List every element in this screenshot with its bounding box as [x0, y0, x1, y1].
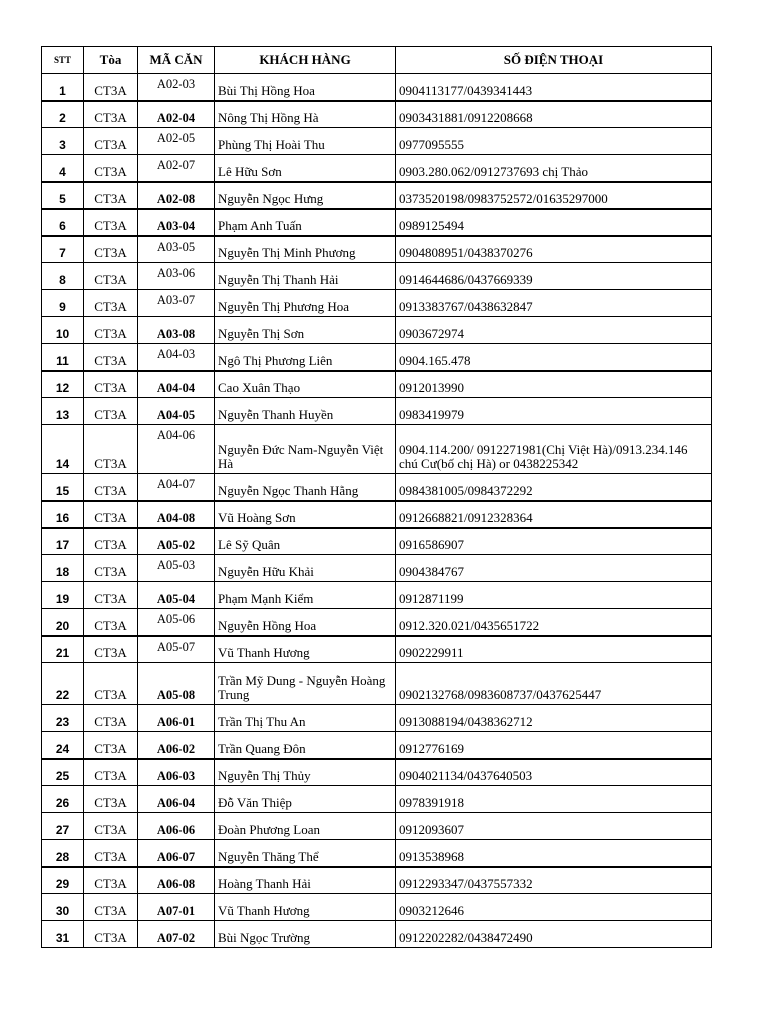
khach-hang-cell: Vũ Hoàng Sơn [215, 501, 396, 528]
so-dien-thoai-cell: 0978391918 [396, 786, 712, 813]
header-stt: STT [42, 47, 84, 74]
so-dien-thoai-cell: 0903212646 [396, 894, 712, 921]
table-row [42, 209, 712, 236]
khach-hang-cell: Cao Xuân Thạo [215, 371, 396, 398]
header-so-dien-thoai: SỐ ĐIỆN THOẠI [396, 47, 712, 74]
ma-can-cell: A06-02 [138, 732, 215, 759]
toa-cell: CT3A [84, 263, 138, 290]
stt-cell: 26 [42, 786, 84, 813]
toa-cell: CT3A [84, 501, 138, 528]
toa-cell: CT3A [84, 101, 138, 128]
ma-can-cell: A05-04 [138, 582, 215, 609]
table-row [42, 236, 712, 263]
khach-hang-cell: Nguyễn Hồng Hoa [215, 609, 396, 636]
stt-cell: 3 [42, 128, 84, 155]
ma-can-cell: A03-08 [138, 317, 215, 344]
toa-cell: CT3A [84, 759, 138, 786]
stt-cell: 13 [42, 398, 84, 425]
stt-cell: 15 [42, 474, 84, 501]
ma-can-cell: A04-07 [138, 474, 215, 501]
header-khach-hang: KHÁCH HÀNG [215, 47, 396, 74]
table-row [42, 371, 712, 398]
ma-can-cell: A04-04 [138, 371, 215, 398]
stt-cell: 29 [42, 867, 84, 894]
toa-cell: CT3A [84, 474, 138, 501]
toa-cell: CT3A [84, 609, 138, 636]
ma-can-cell: A02-03 [138, 74, 215, 101]
header-toa: Tòa [84, 47, 138, 74]
table-row [42, 840, 712, 867]
table-row [42, 128, 712, 155]
ma-can-cell: A05-07 [138, 636, 215, 663]
khach-hang-cell: Trần Mỹ Dung - Nguyễn Hoàng Trung [215, 663, 396, 705]
toa-cell: CT3A [84, 894, 138, 921]
khach-hang-cell: Trần Thị Thu An [215, 705, 396, 732]
khach-hang-cell: Lê Hữu Sơn [215, 155, 396, 182]
stt-cell: 28 [42, 840, 84, 867]
ma-can-cell: A04-06 [138, 425, 215, 474]
so-dien-thoai-cell: 0904384767 [396, 555, 712, 582]
toa-cell: CT3A [84, 209, 138, 236]
so-dien-thoai-cell: 0912093607 [396, 813, 712, 840]
table-row [42, 398, 712, 425]
header-ma-can: MÃ CĂN [138, 47, 215, 74]
khach-hang-cell: Nguyễn Thị Thủy [215, 759, 396, 786]
toa-cell: CT3A [84, 155, 138, 182]
toa-cell: CT3A [84, 582, 138, 609]
toa-cell: CT3A [84, 867, 138, 894]
khach-hang-cell: Đỗ Văn Thiệp [215, 786, 396, 813]
stt-cell: 27 [42, 813, 84, 840]
table-row [42, 501, 712, 528]
so-dien-thoai-cell: 0912.320.021/0435651722 [396, 609, 712, 636]
so-dien-thoai-cell: 0916586907 [396, 528, 712, 555]
so-dien-thoai-cell: 0912871199 [396, 582, 712, 609]
table-row [42, 921, 712, 948]
so-dien-thoai-cell: 0902132768/0983608737/0437625447 [396, 663, 712, 705]
table-row [42, 555, 712, 582]
stt-cell: 9 [42, 290, 84, 317]
table-row [42, 290, 712, 317]
ma-can-cell: A05-03 [138, 555, 215, 582]
ma-can-cell: A03-06 [138, 263, 215, 290]
stt-cell: 23 [42, 705, 84, 732]
khach-hang-cell: Nguyễn Thanh Huyền [215, 398, 396, 425]
toa-cell: CT3A [84, 555, 138, 582]
customer-table [41, 46, 712, 948]
ma-can-cell: A05-06 [138, 609, 215, 636]
toa-cell: CT3A [84, 786, 138, 813]
stt-cell: 6 [42, 209, 84, 236]
khach-hang-cell: Lê Sỹ Quân [215, 528, 396, 555]
ma-can-cell: A02-05 [138, 128, 215, 155]
toa-cell: CT3A [84, 371, 138, 398]
so-dien-thoai-cell: 0904113177/0439341443 [396, 74, 712, 101]
toa-cell: CT3A [84, 317, 138, 344]
stt-cell: 8 [42, 263, 84, 290]
ma-can-cell: A04-03 [138, 344, 215, 371]
khach-hang-cell: Nông Thị Hồng Hà [215, 101, 396, 128]
stt-cell: 18 [42, 555, 84, 582]
khach-hang-cell: Phạm Anh Tuấn [215, 209, 396, 236]
ma-can-cell: A02-04 [138, 101, 215, 128]
table-row [42, 474, 712, 501]
ma-can-cell: A05-02 [138, 528, 215, 555]
stt-cell: 4 [42, 155, 84, 182]
stt-cell: 7 [42, 236, 84, 263]
stt-cell: 11 [42, 344, 84, 371]
table-row [42, 759, 712, 786]
so-dien-thoai-cell: 0913383767/0438632847 [396, 290, 712, 317]
khach-hang-cell: Nguyễn Thị Thanh Hải [215, 263, 396, 290]
khach-hang-cell: Bùi Thị Hồng Hoa [215, 74, 396, 101]
khach-hang-cell: Vũ Thanh Hương [215, 894, 396, 921]
toa-cell: CT3A [84, 840, 138, 867]
table-row [42, 636, 712, 663]
so-dien-thoai-cell: 0912293347/0437557332 [396, 867, 712, 894]
so-dien-thoai-cell: 0912776169 [396, 732, 712, 759]
table-row [42, 425, 712, 474]
stt-cell: 5 [42, 182, 84, 209]
table-row [42, 813, 712, 840]
table-row [42, 317, 712, 344]
toa-cell: CT3A [84, 636, 138, 663]
ma-can-cell: A03-05 [138, 236, 215, 263]
stt-cell: 12 [42, 371, 84, 398]
table-row [42, 101, 712, 128]
so-dien-thoai-cell: 0989125494 [396, 209, 712, 236]
so-dien-thoai-cell: 0902229911 [396, 636, 712, 663]
so-dien-thoai-cell: 0912013990 [396, 371, 712, 398]
khach-hang-cell: Nguyễn Ngọc Hưng [215, 182, 396, 209]
ma-can-cell: A06-01 [138, 705, 215, 732]
table-row [42, 155, 712, 182]
stt-cell: 22 [42, 663, 84, 705]
so-dien-thoai-cell: 0904808951/0438370276 [396, 236, 712, 263]
ma-can-cell: A07-01 [138, 894, 215, 921]
toa-cell: CT3A [84, 344, 138, 371]
khach-hang-cell: Vũ Thanh Hương [215, 636, 396, 663]
toa-cell: CT3A [84, 290, 138, 317]
toa-cell: CT3A [84, 236, 138, 263]
stt-cell: 20 [42, 609, 84, 636]
table-row [42, 867, 712, 894]
ma-can-cell: A02-07 [138, 155, 215, 182]
ma-can-cell: A06-04 [138, 786, 215, 813]
toa-cell: CT3A [84, 705, 138, 732]
so-dien-thoai-cell: 0913538968 [396, 840, 712, 867]
so-dien-thoai-cell: 0903.280.062/0912737693 chị Thảo [396, 155, 712, 182]
stt-cell: 31 [42, 921, 84, 948]
table-row [42, 528, 712, 555]
so-dien-thoai-cell: 0904021134/0437640503 [396, 759, 712, 786]
toa-cell: CT3A [84, 813, 138, 840]
table-row [42, 894, 712, 921]
stt-cell: 24 [42, 732, 84, 759]
ma-can-cell: A06-08 [138, 867, 215, 894]
khach-hang-cell: Phạm Mạnh Kiểm [215, 582, 396, 609]
table-row [42, 344, 712, 371]
stt-cell: 2 [42, 101, 84, 128]
ma-can-cell: A03-04 [138, 209, 215, 236]
toa-cell: CT3A [84, 663, 138, 705]
ma-can-cell: A05-08 [138, 663, 215, 705]
stt-cell: 30 [42, 894, 84, 921]
table-row [42, 705, 712, 732]
khach-hang-cell: Hoàng Thanh Hải [215, 867, 396, 894]
stt-cell: 14 [42, 425, 84, 474]
khach-hang-cell: Nguyễn Hữu Khải [215, 555, 396, 582]
khach-hang-cell: Trần Quang Đôn [215, 732, 396, 759]
stt-cell: 10 [42, 317, 84, 344]
ma-can-cell: A06-03 [138, 759, 215, 786]
table-row [42, 732, 712, 759]
so-dien-thoai-cell: 0984381005/0984372292 [396, 474, 712, 501]
table-body [42, 74, 712, 948]
table-row [42, 609, 712, 636]
khach-hang-cell: Nguyễn Đức Nam-Nguyễn Việt Hà [215, 425, 396, 474]
stt-cell: 1 [42, 74, 84, 101]
so-dien-thoai-cell: 0904.114.200/ 0912271981(Chị Việt Hà)/0913.234.146 chú Cư(bố chị Hà) or 0438225342 [396, 425, 712, 474]
ma-can-cell: A07-02 [138, 921, 215, 948]
stt-cell: 21 [42, 636, 84, 663]
so-dien-thoai-cell: 0913088194/0438362712 [396, 705, 712, 732]
ma-can-cell: A03-07 [138, 290, 215, 317]
toa-cell: CT3A [84, 128, 138, 155]
toa-cell: CT3A [84, 732, 138, 759]
khach-hang-cell: Nguyễn Thị Phương Hoa [215, 290, 396, 317]
stt-cell: 25 [42, 759, 84, 786]
ma-can-cell: A04-08 [138, 501, 215, 528]
toa-cell: CT3A [84, 528, 138, 555]
so-dien-thoai-cell: 0912668821/0912328364 [396, 501, 712, 528]
so-dien-thoai-cell: 0373520198/0983752572/01635297000 [396, 182, 712, 209]
table-row [42, 663, 712, 705]
ma-can-cell: A06-07 [138, 840, 215, 867]
khach-hang-cell: Nguyễn Thị Sơn [215, 317, 396, 344]
khach-hang-cell: Bùi Ngọc Trường [215, 921, 396, 948]
so-dien-thoai-cell: 0977095555 [396, 128, 712, 155]
khach-hang-cell: Nguyễn Ngọc Thanh Hằng [215, 474, 396, 501]
khach-hang-cell: Phùng Thị Hoài Thu [215, 128, 396, 155]
khach-hang-cell: Nguyễn Thị Minh Phương [215, 236, 396, 263]
table-row [42, 263, 712, 290]
toa-cell: CT3A [84, 398, 138, 425]
so-dien-thoai-cell: 0914644686/0437669339 [396, 263, 712, 290]
stt-cell: 16 [42, 501, 84, 528]
so-dien-thoai-cell: 0983419979 [396, 398, 712, 425]
toa-cell: CT3A [84, 182, 138, 209]
table-row [42, 786, 712, 813]
khach-hang-cell: Ngô Thị Phương Liên [215, 344, 396, 371]
so-dien-thoai-cell: 0904.165.478 [396, 344, 712, 371]
table-header-row [42, 47, 712, 74]
ma-can-cell: A02-08 [138, 182, 215, 209]
table-row [42, 582, 712, 609]
ma-can-cell: A04-05 [138, 398, 215, 425]
toa-cell: CT3A [84, 921, 138, 948]
ma-can-cell: A06-06 [138, 813, 215, 840]
so-dien-thoai-cell: 0912202282/0438472490 [396, 921, 712, 948]
stt-cell: 19 [42, 582, 84, 609]
khach-hang-cell: Đoàn Phương Loan [215, 813, 396, 840]
so-dien-thoai-cell: 0903672974 [396, 317, 712, 344]
table-row [42, 182, 712, 209]
table-row [42, 74, 712, 101]
so-dien-thoai-cell: 0903431881/0912208668 [396, 101, 712, 128]
toa-cell: CT3A [84, 425, 138, 474]
stt-cell: 17 [42, 528, 84, 555]
toa-cell: CT3A [84, 74, 138, 101]
khach-hang-cell: Nguyễn Thăng Thể [215, 840, 396, 867]
